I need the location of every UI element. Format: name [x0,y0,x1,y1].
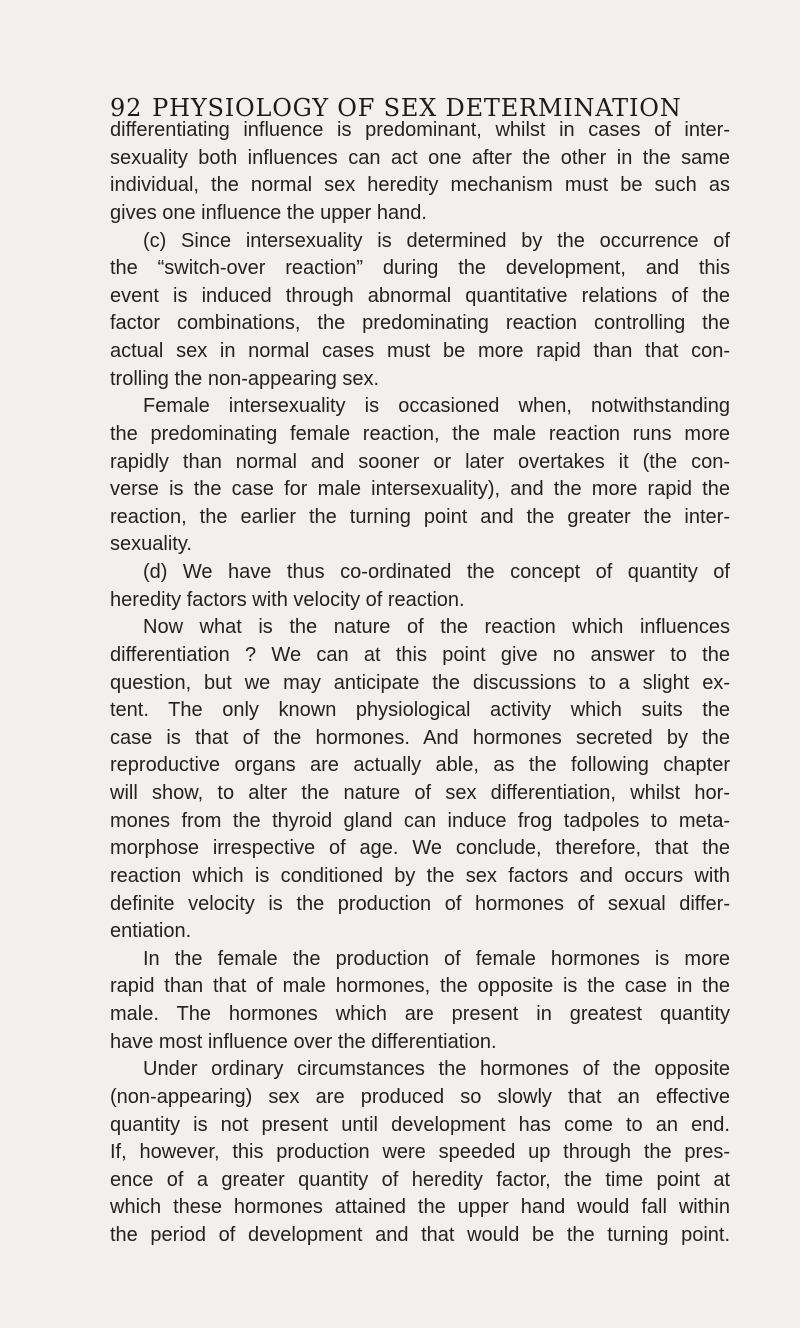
text-line: will show, to alter the nature of sex differentiation, whilst hor- [110,782,730,804]
text-line: entiation. [110,920,192,943]
text-line: ence of a greater quantity of heredity factor, the time point at [110,1168,730,1191]
text-line: trolling the non-appearing sex. [110,367,380,390]
text-line: question, but we may anticipate the discussions to a slight ex- [110,671,730,694]
text-line: which these hormones attained the upper hand would fall within [110,1196,730,1219]
text-line: the period of development and that would be the turning point. [110,1224,730,1246]
text-line: (non-appearing) sex are produced so slowly that an effective [110,1085,730,1108]
text-line: event is induced through abnormal quantitative relations of the [110,284,730,307]
text-line: reaction, the earlier the turning point and the greater the inter- [110,505,730,528]
text-line: male. The hormones which are present in greatest quantity [110,1003,730,1025]
text-line: individual, the normal sex heredity mechanism must be such as [110,174,730,197]
text-line: Female intersexuality is occasioned when, notwithstanding [143,395,730,418]
text-line: Under ordinary circumstances the hormones of the opposite [143,1058,730,1081]
text-line: (d) We have thus co-ordinated the concept of quantity of [143,561,730,583]
body-text [110,117,730,1250]
text-line: morphose irrespective of age. We conclude, therefore, that the [110,837,730,860]
text-line: rapid than that of male hormones, the opposite is the case in the [110,975,730,998]
text-line: the “switch-over reaction” during the development, and this [110,257,730,280]
text-line: reaction which is conditioned by the sex factors and occurs with [110,864,730,887]
chapter-title: PHYSIOLOGY OF SEX DETERMINATION [152,94,682,122]
text-line: differentiation ? We can at this point give no answer to the [110,643,730,666]
text-line: sexuality. [110,533,192,556]
page-number: 92 [110,94,143,122]
text-line: (c) Since intersexuality is determined by the occurrence of [143,229,730,252]
text-line: sexuality both influences can act one after the other in the same [110,146,730,169]
text-line: mones from the thyroid gland can induce frog tadpoles to meta- [110,809,730,832]
text-line: actual sex in normal cases must be more rapid than that con- [110,340,730,362]
text-line: If, however, this production were speeded up through the pres- [110,1141,730,1164]
text-line: Now what is the nature of the reaction which influences [143,616,730,639]
text-line: verse is the case for male intersexuality), and the more rapid the [110,478,730,501]
text-line: definite velocity is the production of hormones of sexual differ- [110,892,730,915]
text-line: have most influence over the differentiation. [110,1030,497,1053]
text-line: quantity is not present until development has come to an end. [110,1113,730,1136]
text-line: rapidly than normal and sooner or later overtakes it (the con- [110,450,730,473]
text-line: gives one influence the upper hand. [110,201,427,224]
text-line: tent. The only known physiological activity which suits the [110,699,730,722]
text-line: factor combinations, the predominating reaction controlling the [110,312,730,335]
text-line: the predominating female reaction, the male reaction runs more [110,422,730,445]
text-line: heredity factors with velocity of reaction. [110,588,465,611]
text-line: reproductive organs are actually able, as the following chapter [110,754,730,777]
text-line: differentiating influence is predominant, whilst in cases of inter- [110,119,730,141]
text-line: case is that of the hormones. And hormones secreted by the [110,726,730,749]
text-line: In the female the production of female hormones is more [143,947,730,970]
